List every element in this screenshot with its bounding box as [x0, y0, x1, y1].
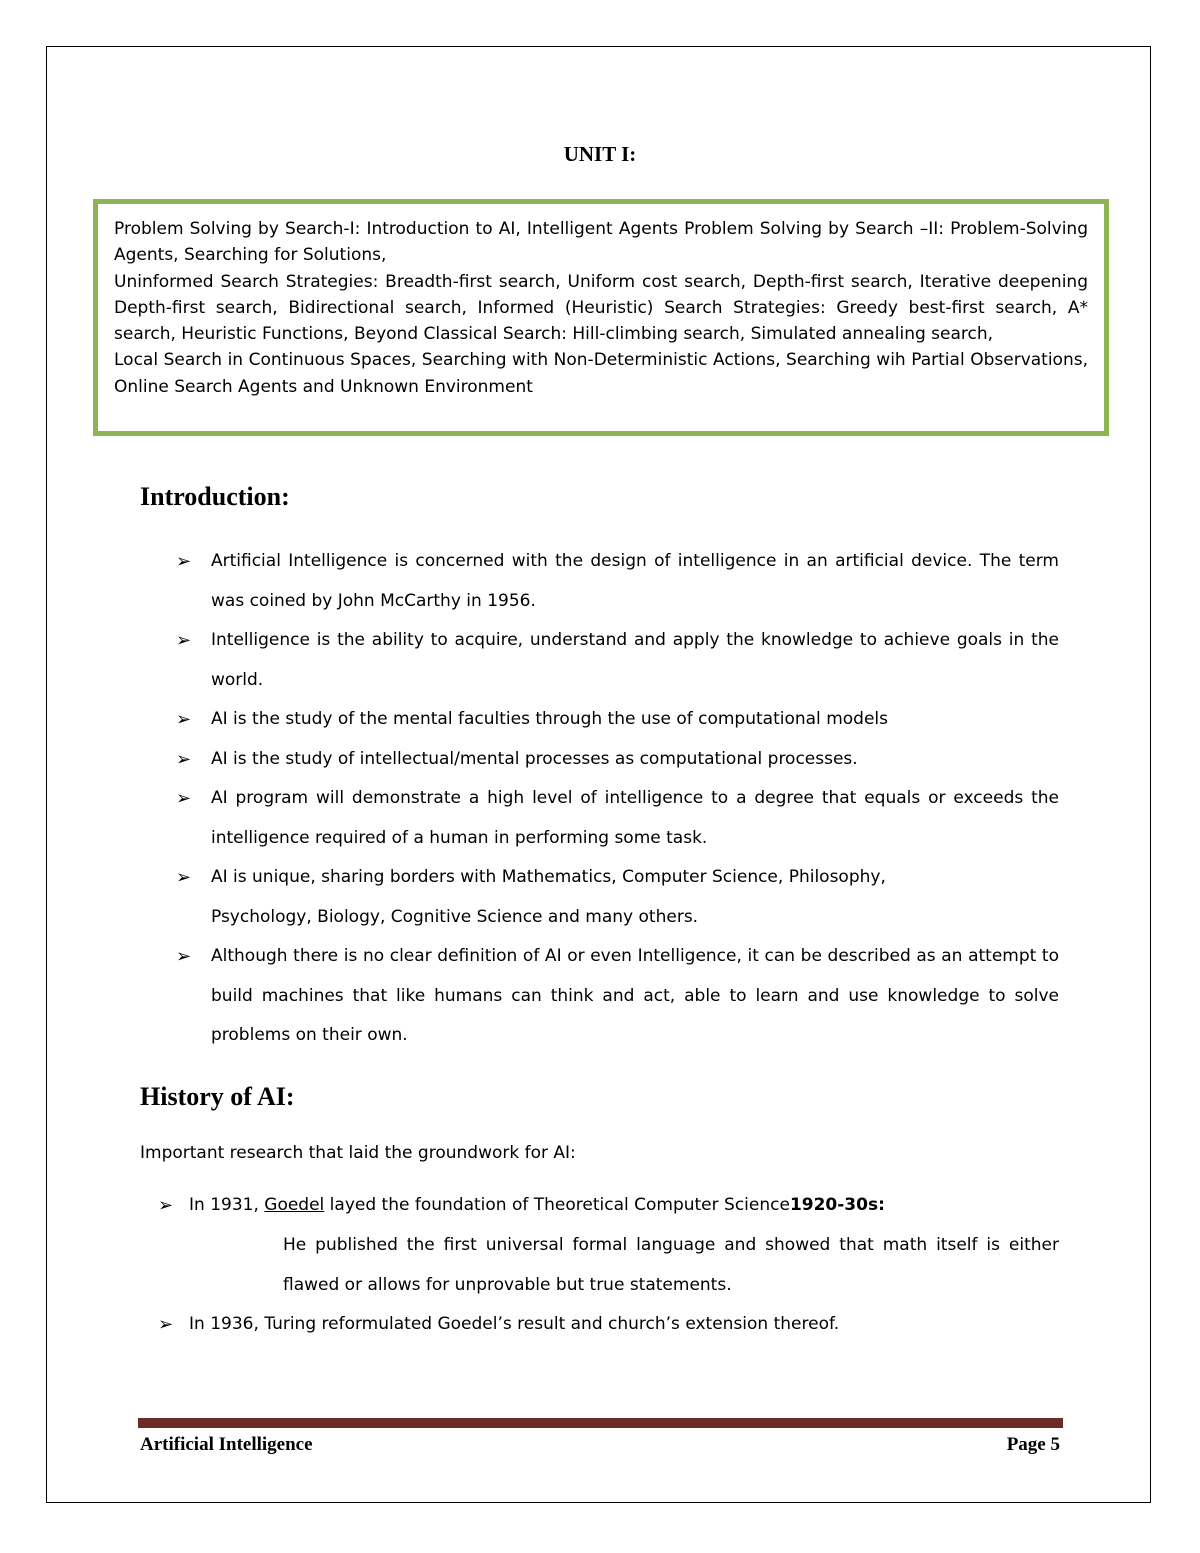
arrow-bullet-icon: ➢ — [158, 1314, 174, 1335]
syllabus-paragraph: Uninformed Search Strategies: Breadth-first search, Uniform cost search, Depth-first search, Iterative deepening Depth-first search, Bidirectional search, Informed (Heuristic) Search Strategies: Greedy best-first search, A* search, Heuristic Functions, Beyond Classical Search: Hill-climbing search, Simulated annealing search, — [114, 271, 1088, 345]
footer-rule — [138, 1418, 1063, 1428]
goedel-name: Goedel — [264, 1195, 325, 1215]
history-item-1-text: layed the foundation of Theoretical Computer Science — [324, 1195, 790, 1215]
introduction-heading: Introduction: — [140, 482, 290, 511]
arrow-bullet-icon: ➢ — [176, 867, 192, 888]
history-item-1 — [189, 1186, 885, 1226]
history-heading: History of AI: — [140, 1082, 295, 1111]
arrow-bullet-icon: ➢ — [158, 1195, 174, 1216]
arrow-bullet-icon: ➢ — [176, 946, 192, 967]
history-item-1-prefix: In 1931, — [189, 1195, 265, 1215]
intro-bullet-text: AI is the study of the mental faculties through the use of computational models — [211, 709, 888, 729]
intro-bullet-text: Although there is no clear definition of AI or even Intelligence, it can be described as an attempt to build machines that like humans can think and act, able to learn and use knowledge to solve problems on their own. — [211, 946, 1059, 1045]
page-number: Page 5 — [1006, 1434, 1060, 1455]
intro-bullet-text: Intelligence is the ability to acquire, understand and apply the knowledge to achieve goals in the world. — [211, 630, 1059, 690]
arrow-bullet-icon: ➢ — [176, 709, 192, 730]
unit-title: UNIT I: — [563, 142, 637, 166]
intro-bullet-text: AI is the study of intellectual/mental processes as computational processes. — [211, 749, 858, 769]
intro-bullet-text: Artificial Intelligence is concerned with the design of intelligence in an artificial device. The term was coined by John McCarthy in 1956. — [211, 551, 1059, 611]
history-item-1-period: 1920-30s: — [789, 1195, 885, 1215]
intro-bullet-text: AI program will demonstrate a high level of intelligence to a degree that equals or exceeds the intelligence required of a human in performing some task. — [211, 788, 1059, 848]
history-item-1-detail: He published the first universal formal language and showed that math itself is either flawed or allows for unprovable but true statements. — [283, 1235, 1059, 1295]
history-item-2: In 1936, Turing reformulated Goedel’s result and church’s extension thereof. — [189, 1314, 840, 1334]
syllabus-paragraph: Problem Solving by Search-I: Introduction to AI, Intelligent Agents Problem Solving by Search –II: Problem-Solving Agents, Searching for Solutions, — [114, 219, 1088, 266]
arrow-bullet-icon: ➢ — [176, 630, 192, 651]
intro-bullet-text: AI is unique, sharing borders with Mathematics, Computer Science, Philosophy, — [211, 867, 886, 887]
footer-title: Artificial Intelligence — [140, 1434, 313, 1455]
intro-bullet-continuation: Psychology, Biology, Cognitive Science and many others. — [211, 907, 699, 927]
syllabus-paragraph: Local Search in Continuous Spaces, Searching with Non-Deterministic Actions, Searching wih Partial Observations, Online Search Agents and Unknown Environment — [114, 350, 1088, 397]
history-intro: Important research that laid the groundwork for AI: — [140, 1143, 576, 1163]
arrow-bullet-icon: ➢ — [176, 551, 192, 572]
arrow-bullet-icon: ➢ — [176, 788, 192, 809]
syllabus-box — [93, 199, 1109, 436]
arrow-bullet-icon: ➢ — [176, 749, 192, 770]
